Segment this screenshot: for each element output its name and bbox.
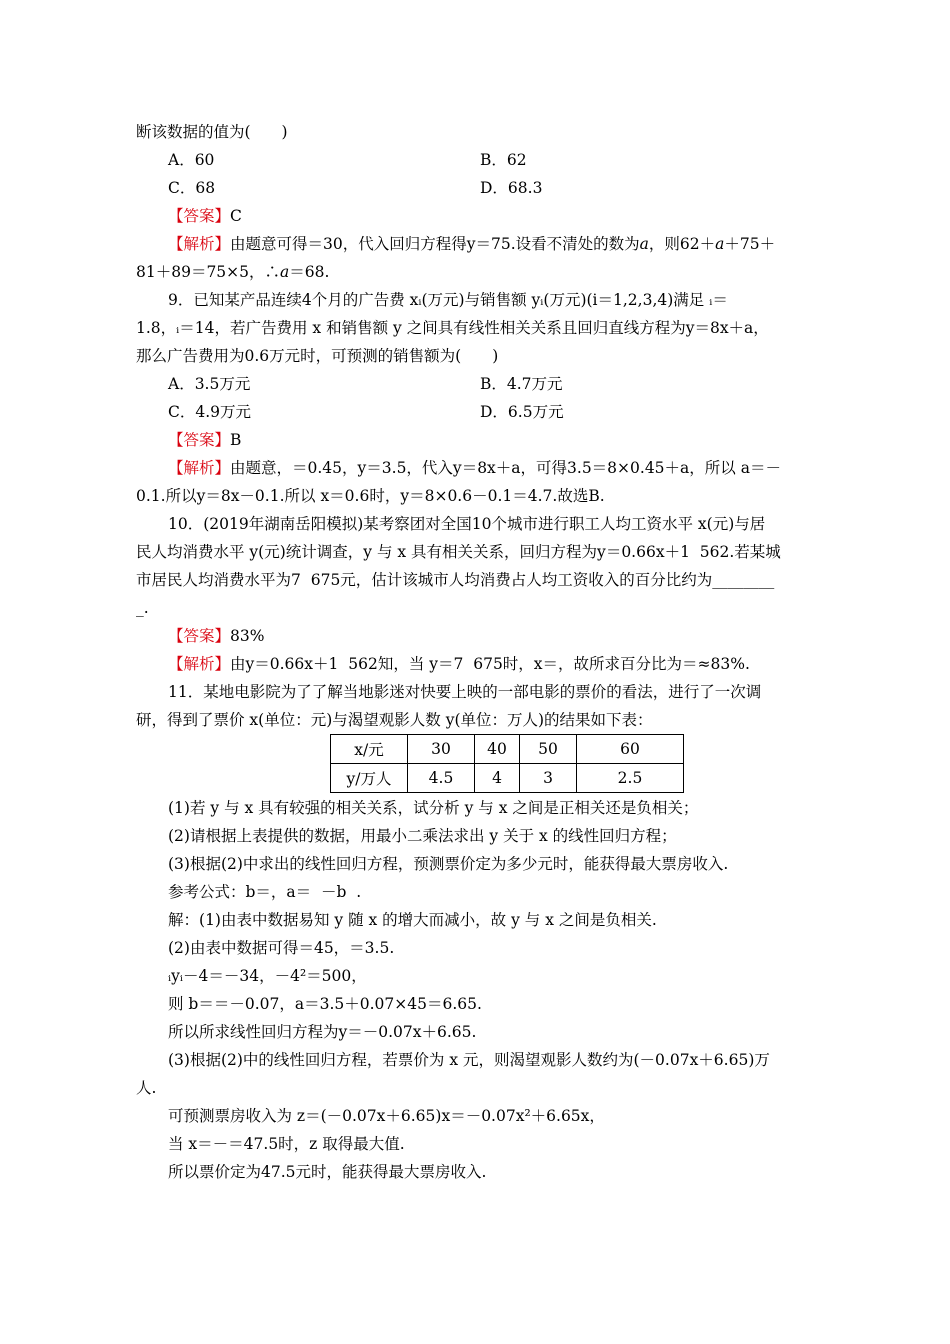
q9-analysis-text: 由题意，＝0.45，y＝3.5，代入y＝8x＋a，可得3.5＝8×0.45＋a，所以 a＝－ xyxy=(230,459,781,477)
q8-answer: C xyxy=(230,207,242,225)
q9-option-c: C．4.9万元 xyxy=(168,403,252,421)
table-cell: 2.5 xyxy=(577,764,684,793)
q8-variable-a: a xyxy=(280,263,290,281)
table-row xyxy=(331,764,684,793)
q8-analysis-text: ＝68. xyxy=(289,263,330,281)
q11-solution-line-5: 所以所求线性回归方程为y＝－0.07x＋6.65. xyxy=(168,1023,477,1041)
analysis-tag: 【解析】 xyxy=(168,235,231,253)
q10-stem-line-3: 市居民人均消费水平为7 675元，估计该城市人均消费占人均工资收入的百分比约为________ xyxy=(136,571,775,589)
q10-stem-line-2: 民人均消费水平 y(元)统计调查，y 与 x 具有相关关系，回归方程为y＝0.66x＋1 562.若某城 xyxy=(136,543,781,561)
table-cell: 4.5 xyxy=(408,764,475,793)
q11-part-2: (2)请根据上表提供的数据，用最小二乘法求出 y 关于 x 的线性回归方程； xyxy=(168,827,677,845)
q8-option-a: A．60 xyxy=(168,151,215,169)
table-cell: 30 xyxy=(408,735,475,764)
table-cell: 40 xyxy=(475,735,520,764)
q8-variable-a: a xyxy=(715,235,725,253)
q11-solution-line-8: 可预测票房收入为 z＝(－0.07x＋6.65)x＝－0.07x²＋6.65x， xyxy=(168,1107,605,1125)
q11-part-3: (3)根据(2)中求出的线性回归方程，预测票价定为多少元时，能获得最大票房收入. xyxy=(168,855,729,873)
analysis-tag: 【解析】 xyxy=(168,655,231,673)
analysis-tag: 【解析】 xyxy=(168,459,231,477)
q10-answer-line xyxy=(168,626,264,646)
q10-analysis-line xyxy=(168,654,750,674)
q11-solution-line-10: 所以票价定为47.5元时，能获得最大票房收入. xyxy=(168,1163,487,1181)
q9-analysis-line-1 xyxy=(168,458,781,478)
answer-tag: 【答案】 xyxy=(168,207,231,225)
q9-option-a: A．3.5万元 xyxy=(168,375,251,393)
q8-variable-a: a xyxy=(639,235,649,253)
q11-solution-line-1 xyxy=(168,910,657,930)
q8-analysis-line-1 xyxy=(168,234,775,254)
q8-answer-line xyxy=(168,206,242,226)
q11-solution-line-9: 当 x＝－＝47.5时，z 取得最大值. xyxy=(168,1135,405,1153)
q8-option-c: C．68 xyxy=(168,179,216,197)
q11-reference-formula: 参考公式：b＝，a＝ －b . xyxy=(168,883,362,901)
q10-stem-line-1: 10．(2019年湖南岳阳模拟)某考察团对全国10个城市进行职工人均工资水平 x(元)与居 xyxy=(168,515,766,533)
q8-option-d: D．68.3 xyxy=(480,179,543,197)
q8-analysis-text: 81＋89＝75×5，∴ xyxy=(136,263,281,281)
q11-solution-line-7: 人. xyxy=(136,1079,157,1097)
table-cell: 60 xyxy=(577,735,684,764)
q8-analysis-line-2 xyxy=(136,262,329,282)
q9-option-d: D．6.5万元 xyxy=(480,403,564,421)
q11-solution-line-4: 则 b＝＝－0.07，a＝3.5＋0.07×45＝6.65. xyxy=(168,995,482,1013)
q11-data-table xyxy=(330,734,684,793)
q11-solution-text: (1)由表中数据易知 y 随 x 的增大而减小，故 y 与 x 之间是负相关. xyxy=(199,911,657,929)
table-cell: y/万人 xyxy=(331,764,408,793)
q8-option-b: B．62 xyxy=(480,151,527,169)
q11-stem-line-1: 11．某地电影院为了了解当地影迷对快要上映的一部电影的票价的看法，进行了一次调 xyxy=(168,683,762,701)
table-cell: 3 xyxy=(520,764,577,793)
answer-tag: 【答案】 xyxy=(168,627,231,645)
q9-option-b: B．4.7万元 xyxy=(480,375,563,393)
q9-analysis-line-2: 0.1.所以y＝8x－0.1.所以 x＝0.6时，y＝8×0.6－0.1＝4.7.故选B. xyxy=(136,487,605,505)
q9-stem-line-1: 9．已知某产品连续4个月的广告费 xᵢ(万元)与销售额 yᵢ(万元)(i＝1,2,3,4)满足 ᵢ＝ xyxy=(168,291,728,309)
q10-stem-line-4: _. xyxy=(136,599,149,617)
q9-stem-line-2: 1.8，ᵢ＝14，若广告费用 x 和销售额 y 之间具有线性相关关系且回归直线方程为y＝8x＋a， xyxy=(136,319,769,337)
q11-solution-line-2: (2)由表中数据可得＝45，＝3.5. xyxy=(168,939,395,957)
q11-stem-line-2: 研，得到了票价 x(单位：元)与渴望观影人数 y(单位：万人)的结果如下表： xyxy=(136,711,653,729)
q8-analysis-text: ＋75＋ xyxy=(724,235,776,253)
q11-part-1: (1)若 y 与 x 具有较强的相关关系，试分析 y 与 x 之间是正相关还是负相关； xyxy=(168,799,699,817)
q8-stem-tail: 断该数据的值为( ) xyxy=(136,123,288,141)
q8-analysis-text: ，则62＋ xyxy=(648,235,716,253)
answer-tag: 【答案】 xyxy=(168,431,231,449)
solution-tag: 解： xyxy=(168,911,200,929)
q9-stem-line-3: 那么广告费用为0.6万元时，可预测的销售额为( ) xyxy=(136,347,499,365)
table-cell: x/元 xyxy=(331,735,408,764)
q9-answer-line xyxy=(168,430,241,450)
q8-analysis-text: ＝30，代入回归方程得y＝75.设看不清处的数为 xyxy=(307,235,640,253)
table-row xyxy=(331,735,684,764)
table-cell: 4 xyxy=(475,764,520,793)
table-cell: 50 xyxy=(520,735,577,764)
q10-answer: 83% xyxy=(230,627,265,645)
q11-solution-line-3: ᵢyᵢ－4＝－34，－4²＝500， xyxy=(168,967,367,985)
q10-analysis-text: 由y＝0.66x＋1 562知，当 y＝7 675时，x＝，故所求百分比为＝≈83%. xyxy=(230,655,750,673)
q11-solution-line-6: (3)根据(2)中的线性回归方程，若票价为 x 元，则渴望观影人数约为(－0.07x＋6.65)万 xyxy=(168,1051,770,1069)
q8-analysis-text: 由题意可得 xyxy=(230,235,308,253)
q9-answer: B xyxy=(230,431,242,449)
